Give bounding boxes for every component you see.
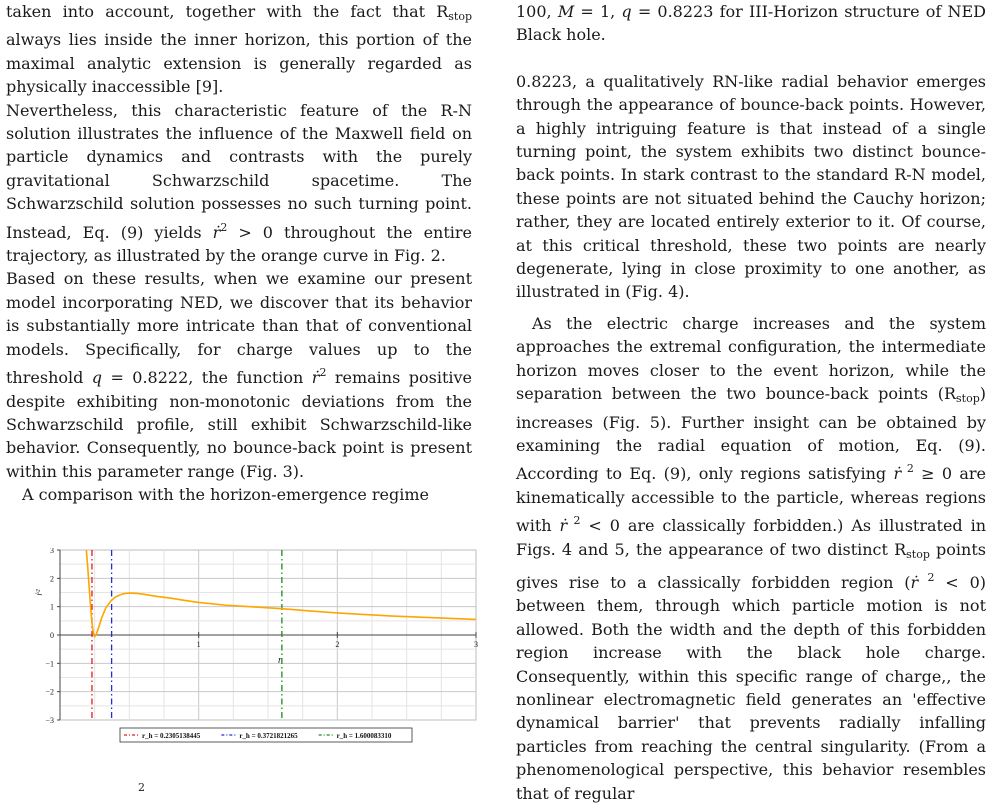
y-tick-label: 1 — [50, 602, 54, 612]
right-column — [516, 0, 986, 805]
plot-svg — [28, 548, 488, 758]
plot-legend — [120, 728, 412, 742]
math-rdot: ṙ — [212, 222, 221, 242]
math-rdot: ṙ — [311, 368, 320, 388]
x-tick-label: 3 — [474, 640, 478, 649]
plot-axes — [34, 548, 478, 725]
x-tick-label: 1 — [196, 640, 201, 649]
text-segment: Based on these results, when we examine our present model incorporating NED, we discover that its behavior is substantially more intricate than that of conventional models. Specifically, for charge values up to the threshold — [6, 269, 472, 388]
subscript-stop: stop — [906, 547, 930, 561]
paragraph-right-2 — [516, 312, 986, 805]
series-line — [86, 550, 476, 637]
math-q: q — [621, 2, 632, 21]
left-column — [6, 0, 472, 507]
text-segment: = 0.8223 for III-Horizon structure of NED Black hole. — [516, 2, 987, 45]
text-segment: points gives rise to a classically forbidden region ( — [516, 539, 986, 592]
y-tick-label: −2 — [45, 687, 54, 697]
y-axis-label: ṙ² — [34, 589, 44, 596]
superscript: 2 — [138, 781, 145, 794]
text-segment: = 0.8222, the function — [102, 368, 312, 388]
text-segment: taken into account, together with the fact that R — [6, 2, 449, 21]
math-rdot: ṙ — [893, 464, 902, 484]
y-tick-label: 2 — [50, 574, 54, 584]
text-segment: As the electric charge increases and the system approaches the extremal configuration, the intermediate horizon moves closer to the event horizon, while the separation between the two bounce-back points (R — [516, 313, 986, 404]
math-q: q — [91, 368, 103, 388]
figure-caption — [516, 0, 986, 47]
text-segment: ≥ 0 are kinematically accessible to the particle, whereas regions with — [516, 464, 986, 536]
text-segment: always lies inside the inner horizon, this portion of the maximal analytic extension is generally regarded as physically inaccessible [9]. — [6, 30, 472, 97]
math-rdot: ṙ — [559, 516, 568, 536]
text-segment: < 0 are classically forbidden.) As illustrated in Figs. 4 and 5, the appearance of two distinct R — [516, 516, 987, 559]
math-M: M — [557, 2, 575, 21]
text-segment: = 1, — [574, 2, 622, 21]
figure-plot — [28, 548, 488, 758]
y-tick-label: 3 — [50, 548, 54, 555]
legend-label: r_h = 1.600083310 — [336, 732, 392, 740]
text-segment: 100, — [516, 2, 558, 21]
plot-series — [86, 550, 476, 637]
superscript: 2 — [918, 570, 935, 584]
x-axis-label: r — [278, 655, 282, 666]
spacer — [516, 47, 986, 70]
text-segment: > 0 throughout the entire trajectory, as illustrated by the orange curve in Fig. 2. — [6, 222, 473, 266]
superscript: 2 — [901, 462, 914, 476]
superscript: 2 — [567, 514, 581, 528]
paragraph-right-1: 0.8223, a qualitatively RN-like radial behavior emerges through the appearance of bounce-back points. However, a highly intriguing feature is that instead of a single turning point, the system exhibits two distinct bounce-back points. In stark contrast to the standard R-N model, these points are not situated behind the Cauchy horizon; rather, they are located entirely exterior to it. Of course, at this critical threshold, these two points are nearly degenerate, lying in close proximity to one another, as illustrated in (Fig. 4). — [516, 71, 986, 302]
x-tick-label: 2 — [335, 640, 340, 649]
y-tick-label: −3 — [45, 716, 54, 725]
paragraph-left-2 — [6, 99, 472, 268]
caption-fragment — [138, 776, 145, 804]
text-segment: < 0) between them, through which particle motion is not allowed. Both the width and the depth of this forbidden region increase with the black hole charge. Consequently, within this specific range of charge,, the nonlinear electromagnetic field generates an 'effective dynamical barrier' that prevents radially infalling particles from reaching the central singularity. (From a phenomenological perspective, this behavior resembles that of regular — [516, 572, 986, 803]
y-tick-label: 0 — [50, 631, 54, 640]
subscript-stop: stop — [448, 10, 472, 23]
paragraph-left-1 — [6, 0, 472, 99]
legend-label: r_h = 0.3721821265 — [239, 732, 298, 740]
text-segment: remains positive despite exhibiting non-monotonic deviations from the Schwarzschild profile, still exhibit Schwarzschild-like behavior. Consequently, no bounce-back point is present within this parameter range (Fig. 3). — [6, 368, 472, 481]
legend-label: r_h = 0.2305138445 — [142, 732, 201, 740]
superscript: 2 — [220, 220, 228, 234]
text-segment: ) increases (Fig. 5). Further insight can be obtained by examining the radial equation of motion, Eq. (9). According to Eq. (9), only regions satisfying — [516, 384, 986, 484]
text-segment: Nevertheless, this characteristic feature of the R-N solution illustrates the influence of the Maxwell field on particle dynamics and contrasts with the purely gravitational Schwarzschild spacetime. The Schwarzschild solution possesses no such turning point. Instead, Eq. (9) yields — [6, 100, 472, 242]
paragraph-left-3 — [6, 267, 472, 483]
paragraph-left-4: A comparison with the horizon-emergence regime — [22, 485, 429, 505]
y-tick-label: −1 — [45, 659, 54, 669]
math-rdot: ṙ — [910, 572, 919, 592]
superscript: 2 — [319, 366, 327, 380]
subscript-stop: stop — [956, 392, 980, 406]
